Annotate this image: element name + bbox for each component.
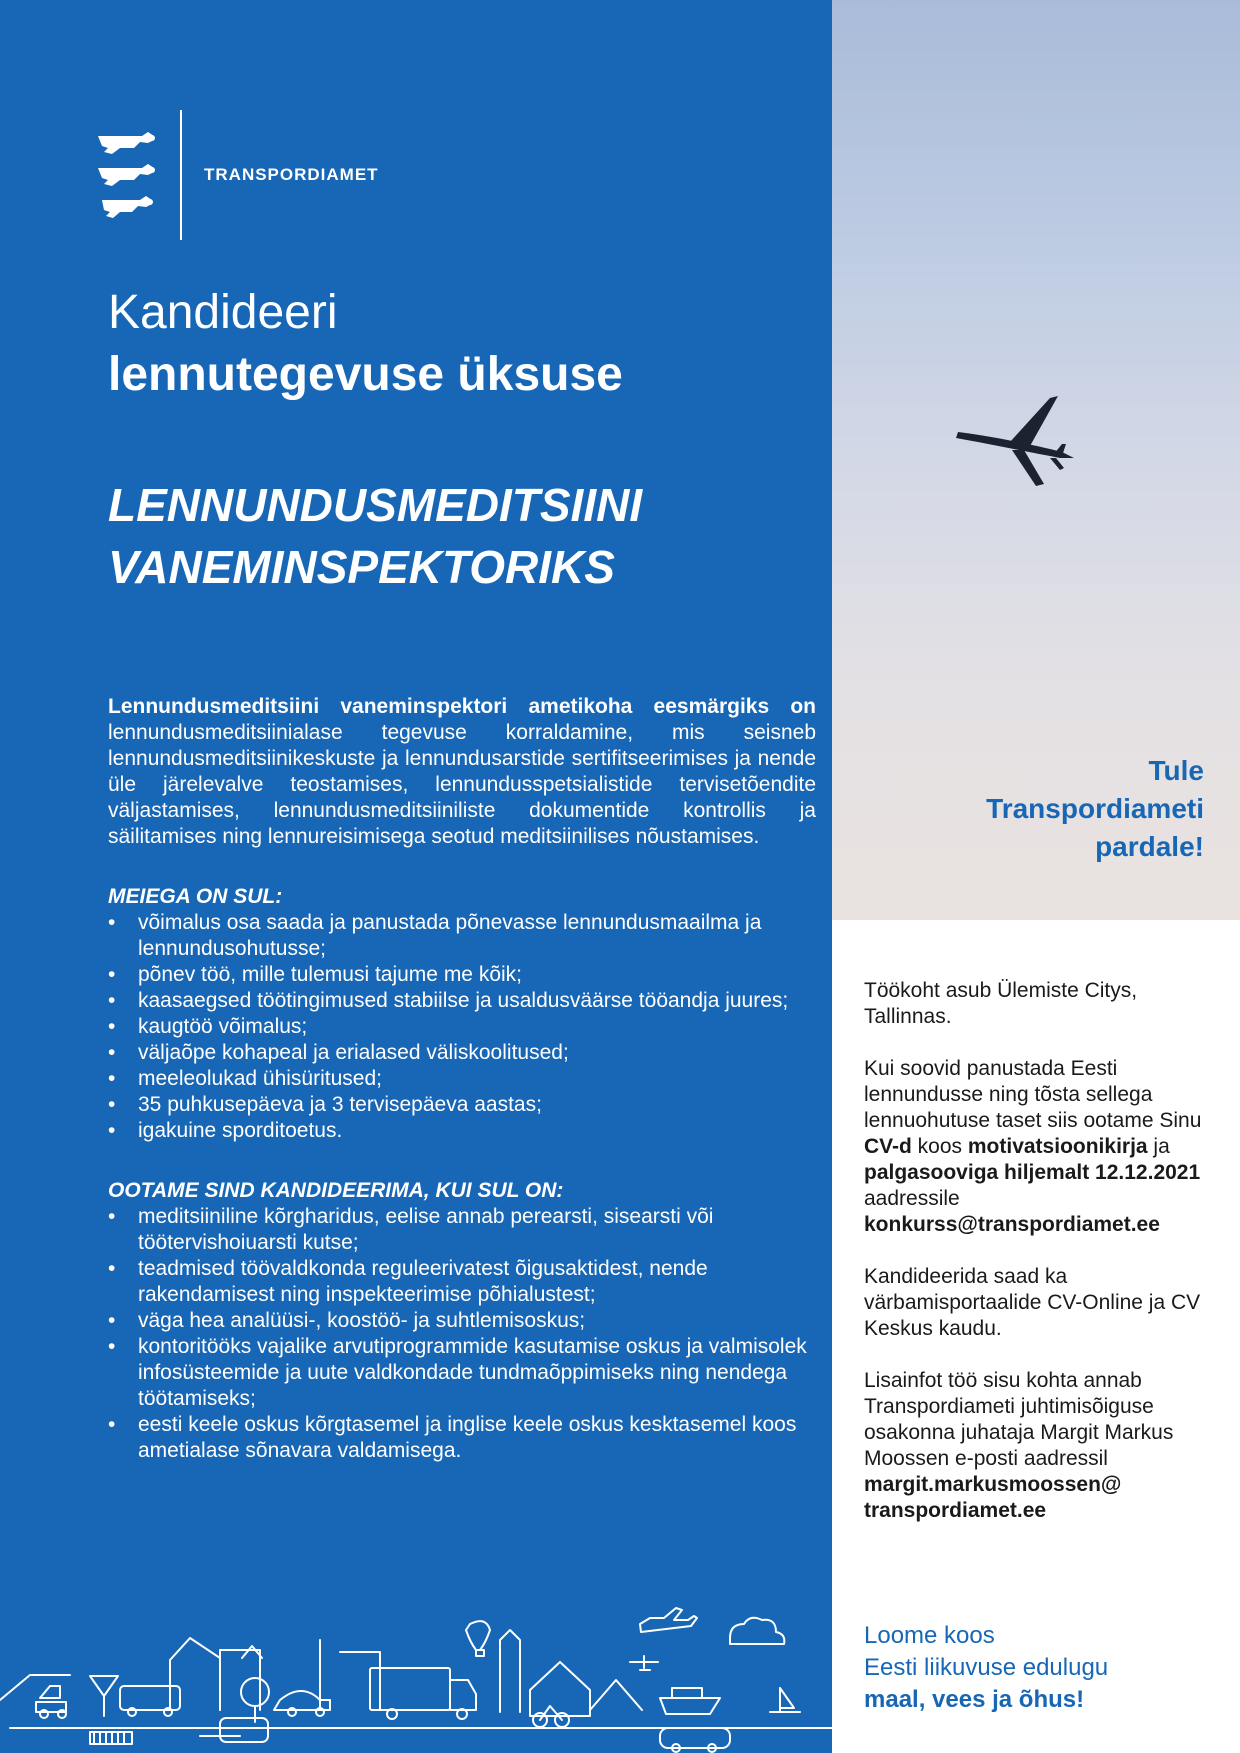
tagline-line-1: Tule [1148, 755, 1204, 786]
three-lions-crest-icon [92, 128, 164, 228]
footer-slogan [864, 1620, 1214, 1716]
transport-skyline-illustration [0, 1580, 832, 1753]
info-paragraph [864, 1368, 1214, 1524]
offer-title: MEIEGA ON SUL: [108, 885, 283, 908]
apply-cv: CV-d [864, 1135, 912, 1158]
list-item: • eesti keele oskus kõrgtasemel ja inglise keele oskus kesktasemel koos ametialase sõnavara valdamisega. [108, 1412, 816, 1464]
job-title [108, 474, 808, 598]
apply-text: Kui soovid panustada Eesti lennundusse ning tõsta sellega lennuohutuse taset siis ootame Sinu [864, 1057, 1202, 1132]
transpordiamet-logo [92, 110, 392, 240]
requirements-title: OOTAME SIND KANDIDEERIMA, KUI SUL ON: [108, 1179, 564, 1202]
apply-paragraph [864, 1056, 1214, 1238]
location-text: Töökoht asub Ülemiste Citys, Tallinnas. [864, 979, 1138, 1028]
headline-line-2: lennutegevuse üksuse [108, 348, 623, 401]
apply-text: aadressile [864, 1187, 960, 1210]
apply-text: ja [1147, 1135, 1170, 1158]
list-item: • 35 puhkusepäeva ja 3 tervisepäeva aastas; [108, 1092, 816, 1118]
logo-wordmark: TRANSPORDIAMET [204, 165, 379, 184]
job-description [108, 694, 816, 1464]
apply-text: koos [911, 1135, 968, 1158]
info-email-link[interactable] [864, 1473, 1121, 1522]
list-item: • kontoritööks vajalike arvutiprogrammide kasutamise oskus ja valmisolek infosüsteemide ja uute valdkondade tundmaõppimiseks ning nendega töötamiseks; [108, 1334, 816, 1412]
contact-info [864, 978, 1214, 1550]
apply-deadline: palgasooviga hiljemalt 12.12.2021 [864, 1161, 1201, 1184]
tagline [844, 752, 1204, 866]
list-item: • igakuine sporditoetus. [108, 1118, 816, 1144]
headline [108, 282, 808, 598]
slogan-bold: maal, vees ja õhus! [864, 1686, 1085, 1713]
tagline-line-3: pardale! [1095, 831, 1204, 862]
list-item: • väga hea analüüsi-, koostöö- ja suhtlemisoskus; [108, 1308, 816, 1334]
sky-photo [832, 0, 1240, 920]
apply-letter: motivatsioonikirja [967, 1135, 1148, 1158]
requirements-list [108, 1204, 816, 1464]
headline-line-1: Kandideeri [108, 286, 338, 339]
airplane-icon [950, 392, 1080, 492]
job-title-line-2: VANEMINSPEKTORIKS [108, 541, 615, 593]
job-title-line-1: LENNUNDUSMEDITSIINI [108, 479, 643, 531]
slogan-line-2: Eesti liikuvuse edulugu [864, 1654, 1109, 1681]
offer-list [108, 910, 816, 1144]
list-item: • meeleolukad ühisüritused; [108, 1066, 816, 1092]
list-item: • võimalus osa saada ja panustada põnevasse lennundusmaailma ja lennundusohutusse; [108, 910, 816, 962]
intro-paragraph [108, 694, 816, 850]
tagline-line-2: Transpordiameti [986, 793, 1204, 824]
list-item: • väljaõpe kohapeal ja erialased väliskoolitused; [108, 1040, 816, 1066]
logo-divider [180, 110, 182, 240]
slogan-line-1: Loome koos [864, 1622, 995, 1649]
intro-lead: Lennundusmeditsiini vaneminspektori ametikoha eesmärgiks on [108, 695, 816, 718]
portals-text: Kandideerida saad ka värbamisportaalide CV-Online ja CV Keskus kaudu. [864, 1265, 1201, 1340]
info-email-part: margit.markusmoossen@ [864, 1473, 1122, 1496]
apply-email-link[interactable]: konkurss@transpordiamet.ee [864, 1213, 1160, 1236]
info-text: Lisainfot töö sisu kohta annab Transpordiameti juhtimisõiguse osakonna juhataja Margit Markus Moossen e-posti aadressil [864, 1369, 1174, 1470]
slogan-line-3 [864, 1684, 1214, 1716]
intro-rest: lennundusmeditsiinialase tegevuse korraldamine, mis seisneb lennundusmeditsiinikeskuste ja lennundusarstide sertifitseerimises ja nende üle järelevalve teostamises, lennundusspetsialistide tervisetõendite väljastamises, lennundusmeditsiiniliste dokumentide kontrollis ja säilitamises ning lennureisimisega seotud meditsiinilises nõustamises. [108, 721, 816, 848]
list-item: • põnev töö, mille tulemusi tajume me kõik; [108, 962, 816, 988]
list-item: • meditsiiniline kõrgharidus, eelise annab perearsti, sisearsti või töötervishoiuarsti kutse; [108, 1204, 816, 1256]
list-item: • kaugtöö võimalus; [108, 1014, 816, 1040]
list-item: • teadmised töövaldkonda reguleerivatest õigusaktidest, nende rakendamisest ning inspekteerimise põhialustest; [108, 1256, 816, 1308]
info-email-part: transpordiamet.ee [864, 1499, 1047, 1522]
list-item: • kaasaegsed töötingimused stabiilse ja usaldusväärse tööandja juures; [108, 988, 816, 1014]
